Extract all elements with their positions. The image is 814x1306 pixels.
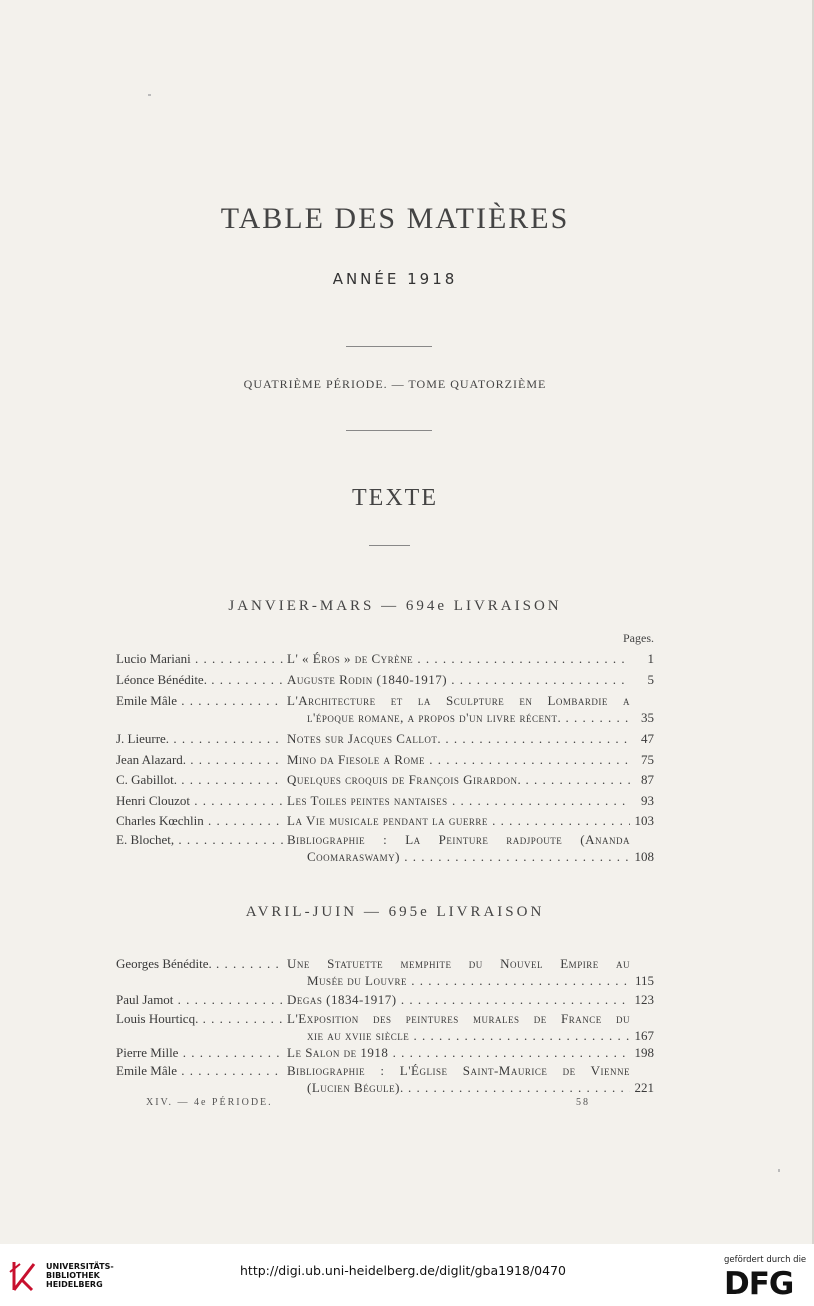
entry-title	[287, 812, 630, 829]
entry-title-line: xie au xviie siècle . . .	[287, 1027, 630, 1044]
funding-caption: gefördert durch die	[724, 1255, 807, 1265]
entry-author: Pierre Mille . . .	[116, 1044, 284, 1061]
entry-title-line: Mino da Fiesole a Rome . . .	[287, 751, 630, 768]
entry-author: Henri Clouzot . . .	[116, 792, 284, 809]
entry-title-line: (Lucien Bégule). . . .	[287, 1079, 630, 1096]
library-name[interactable]	[46, 1262, 114, 1289]
divider	[346, 430, 432, 431]
entry-page: 1	[647, 651, 654, 666]
entry-author: Georges Bénédite. . . .	[116, 955, 284, 972]
entry-author: Charles Kœchlin . . .	[116, 812, 284, 829]
entry-title	[287, 751, 630, 768]
entry-author: J. Lieurre. . . .	[116, 730, 284, 747]
entry-title-line: Bibliographie : L'Église Saint-Maurice de Vienne	[287, 1063, 630, 1078]
periode-heading: QUATRIÈME PÉRIODE. — TOME QUATORZIÈME	[243, 377, 547, 391]
year-heading: ANNÉE 1918	[332, 270, 458, 288]
entry-title-line: Les Toiles peintes nantaises . . .	[287, 792, 630, 809]
entry-page: 47	[641, 731, 654, 746]
entry-author: C. Gabillot. . . .	[116, 771, 284, 788]
entry-title-line: La Vie musicale pendant la guerre . . .	[287, 812, 630, 829]
entry-page: 123	[634, 992, 654, 1007]
entry-title	[287, 730, 630, 747]
entry-title-line: Quelques croquis de François Girardon. . . .	[287, 771, 630, 788]
entry-title	[287, 1010, 630, 1044]
entry-page: 87	[641, 772, 654, 787]
entry-title-line: Bibliographie : La Peinture radjpoute (Ananda	[287, 832, 630, 847]
entry-title	[287, 1062, 630, 1096]
entry-title-line: L' « Éros » de Cyrène . . .	[287, 650, 630, 667]
entry-author: E. Blochet, . . .	[116, 831, 284, 848]
entry-title-line: Une Statuette memphite du Nouvel Empire au	[287, 956, 630, 971]
entry-author: Emile Mâle . . .	[116, 692, 284, 709]
entry-title-line: L'Exposition des peintures murales de France du	[287, 1011, 630, 1026]
library-name-line: UNIVERSITÄTS-	[46, 1262, 114, 1271]
entry-author: Jean Alazard. . . .	[116, 751, 284, 768]
entry-title-line: l'époque romane, a propos d'un livre récent. . . .	[287, 709, 630, 726]
entry-author: Louis Hourticq. . . .	[116, 1010, 284, 1027]
entry-title-line: L'Architecture et la Sculpture en Lombardie a	[287, 693, 630, 708]
entry-page: 198	[634, 1045, 654, 1060]
entry-title	[287, 650, 630, 667]
entry-author: Léonce Bénédite. . . .	[116, 671, 284, 688]
entry-title	[287, 1044, 630, 1061]
entry-author: Paul Jamot . . .	[116, 991, 284, 1008]
signature-mark: XIV. — 4e PÉRIODE.	[146, 1097, 273, 1108]
entry-page: 35	[641, 710, 654, 725]
entry-page: 103	[634, 813, 654, 828]
entry-title-line: Le Salon de 1918 . . .	[287, 1044, 630, 1061]
entry-author: Emile Mâle . . .	[116, 1062, 284, 1079]
divider	[369, 545, 410, 546]
page-title: TABLE DES MATIÈRES	[220, 202, 570, 235]
paper-speck	[148, 94, 151, 96]
dfg-logo[interactable]: DFG	[724, 1266, 794, 1302]
paper-speck	[778, 1169, 780, 1172]
entry-title	[287, 831, 630, 865]
livraison-title: AVRIL-JUIN — 695e LIVRAISON	[245, 904, 545, 920]
entry-author: Lucio Mariani . . .	[116, 650, 284, 667]
permalink-url[interactable]: http://digi.ub.uni-heidelberg.de/diglit/gba1918/0470	[240, 1263, 566, 1278]
entry-title-line: Coomaraswamy) . . .	[287, 848, 630, 865]
entry-page: 5	[647, 672, 654, 687]
library-name-line: HEIDELBERG	[46, 1280, 103, 1289]
entry-page: 115	[634, 973, 654, 988]
university-library-logo-icon[interactable]	[8, 1260, 38, 1294]
entry-page: 108	[634, 849, 654, 864]
entry-title	[287, 771, 630, 788]
library-name-line: BIBLIOTHEK	[46, 1271, 100, 1280]
entry-page: 221	[634, 1080, 654, 1095]
entry-page: 93	[641, 793, 654, 808]
entry-title	[287, 991, 630, 1008]
pages-column-label: Pages.	[623, 631, 654, 645]
entry-title	[287, 792, 630, 809]
entry-page: 75	[641, 752, 654, 767]
divider	[346, 346, 432, 347]
sheet-number: 58	[576, 1097, 590, 1108]
entry-title	[287, 955, 630, 989]
livraison-title: JANVIER-MARS — 694e LIVRAISON	[228, 598, 562, 614]
entry-title-line: Notes sur Jacques Callot. . . .	[287, 730, 630, 747]
entry-title	[287, 692, 630, 726]
entry-title-line: Auguste Rodin (1840-1917) . . .	[287, 671, 630, 688]
entry-page: 167	[634, 1028, 654, 1043]
entry-title-line: Degas (1834-1917) . . .	[287, 991, 630, 1008]
entry-title	[287, 671, 630, 688]
entry-title-line: Musée du Louvre . . .	[287, 972, 630, 989]
section-heading: TEXTE	[352, 485, 438, 511]
